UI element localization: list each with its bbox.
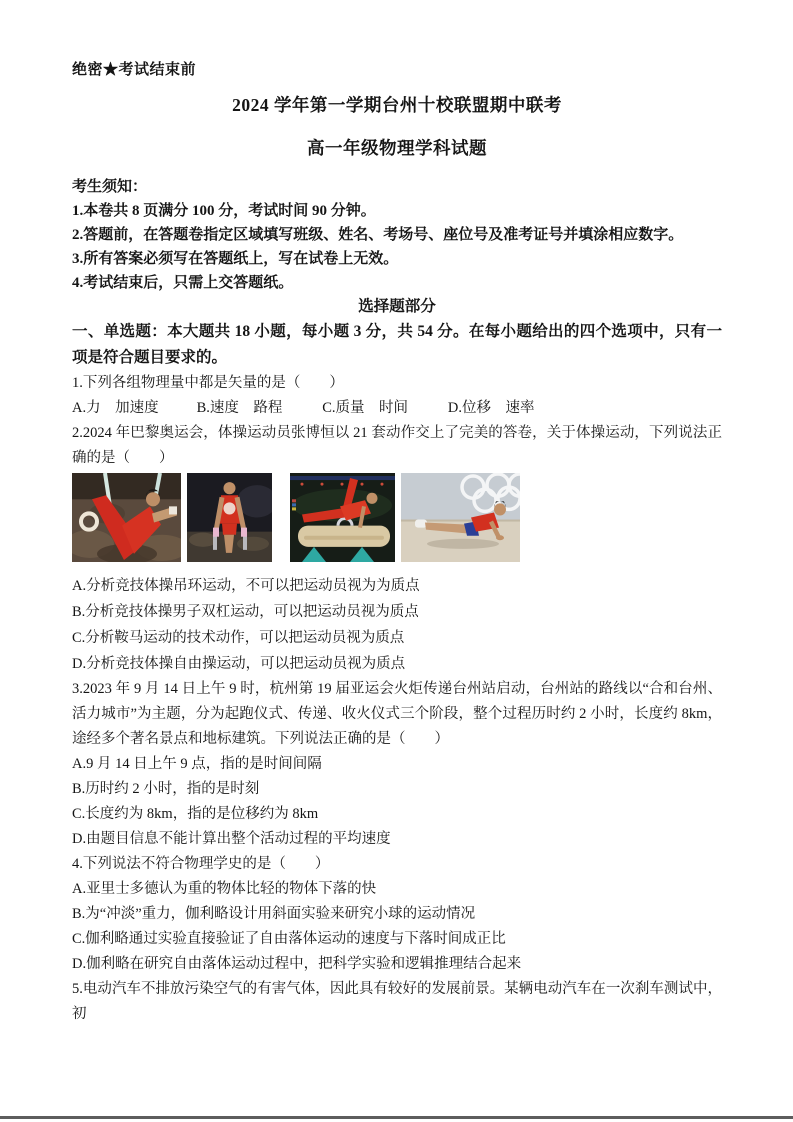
photo-gymnast-floor-exercise-icon [401,473,520,562]
question-2-option-a: A.分析竞技体操吊环运动，不可以把运动员视为为质点 [72,578,420,594]
question-4-option-d: D.伽利略在研究自由落体运动过程中，把科学实验和逻辑推理结合起来 [72,956,522,972]
question-4 [72,852,722,977]
question-5-stem: 5.电动汽车不排放污染空气的有害气体，因此具有较好的发展前景。某辆电动汽车在一次刹车测试中，初 [72,981,722,1022]
notice-item-2: 2.答题前，在答题卷指定区域填写班级、姓名、考场号、座位号及准考证号并填涂相应数字。 [72,227,684,243]
question-2-photos [72,473,722,562]
photo-gymnast-rings-icon [72,473,181,562]
question-3-option-a: A.9 月 14 日上午 9 点，指的是时间间隔 [72,756,322,772]
question-4-option-c: C.伽利略通过实验直接验证了自由落体运动的速度与下落时间成正比 [72,931,506,947]
question-1 [72,371,722,421]
question-1-option-a: A.力 加速度 [72,400,159,416]
question-3 [72,677,722,852]
question-4-option-a: A.亚里士多德认为重的物体比轻的物体下落的快 [72,881,377,897]
question-5 [72,977,722,1027]
notice-item-1: 1.本卷共 8 页满分 100 分，考试时间 90 分钟。 [72,203,376,219]
question-1-stem: 1.下列各组物理量中都是矢量的是（ ） [72,375,344,391]
question-3-option-c: C.长度约为 8km，指的是位移约为 8km [72,806,319,822]
exam-title: 2024 学年第一学期台州十校联盟期中联考 [232,95,562,115]
exam-subtitle: 高一年级物理学科试题 [307,138,487,158]
question-2-option-b: B.分析竞技体操男子双杠运动，可以把运动员视为质点 [72,604,419,620]
question-1-option-d: D.位移 速率 [447,400,535,416]
page-bottom-border [0,1116,793,1119]
photo-gymnast-parallel-bars-icon [187,473,272,562]
question-3-stem: 3.2023 年 9 月 14 日上午 9 时，杭州第 19 届亚运会火炬传递台州站启动，台州站的路线以“合和台州、活力城市”为主题，分为起跑仪式、传递、收火仪式三个阶段，整个过程历时约 2 小时，长度约 8km，途经多个著名景点和地标建筑。下列说法正确的是（ ） [72,681,722,747]
notice-heading: 考生须知： [72,179,148,195]
question-1-option-b: B.速度 路程 [196,400,283,416]
question-2-option-c: C.分析鞍马运动的技术动作，可以把运动员视为质点 [72,630,405,646]
question-2 [72,421,722,677]
section-title: 选择题部分 [358,298,436,315]
question-4-option-b: B.为“冲淡”重力，伽利略设计用斜面实验来研究小球的运动情况 [72,906,476,922]
notice-item-3: 3.所有答案必须写在答题纸上，写在试卷上无效。 [72,251,399,267]
page-content [72,60,722,1027]
question-2-stem: 2.2024 年巴黎奥运会，体操运动员张博恒以 21 套动作交上了完美的答卷，关于体操运动，下列说法正确的是（ ） [72,425,722,466]
question-1-option-c: C.质量 时间 [322,400,409,416]
photo-gymnast-pommel-horse-icon [290,473,395,562]
question-1-options [72,396,722,421]
question-3-option-b: B.历时约 2 小时，指的是时刻 [72,781,260,797]
question-3-option-d: D.由题目信息不能计算出整个活动过程的平均速度 [72,831,391,847]
notice-item-4: 4.考试结束后，只需上交答题纸。 [72,275,294,291]
section-instructions: 一、单选题：本大题共 18 小题，每小题 3 分，共 54 分。在每小题给出的四个选项中，只有一项是符合题目要求的。 [72,323,722,366]
question-4-stem: 4.下列说法不符合物理学史的是（ ） [72,856,330,872]
question-2-option-d: D.分析竞技体操自由操运动，可以把运动员视为质点 [72,656,406,672]
security-classification: 绝密★考试结束前 [72,62,197,78]
